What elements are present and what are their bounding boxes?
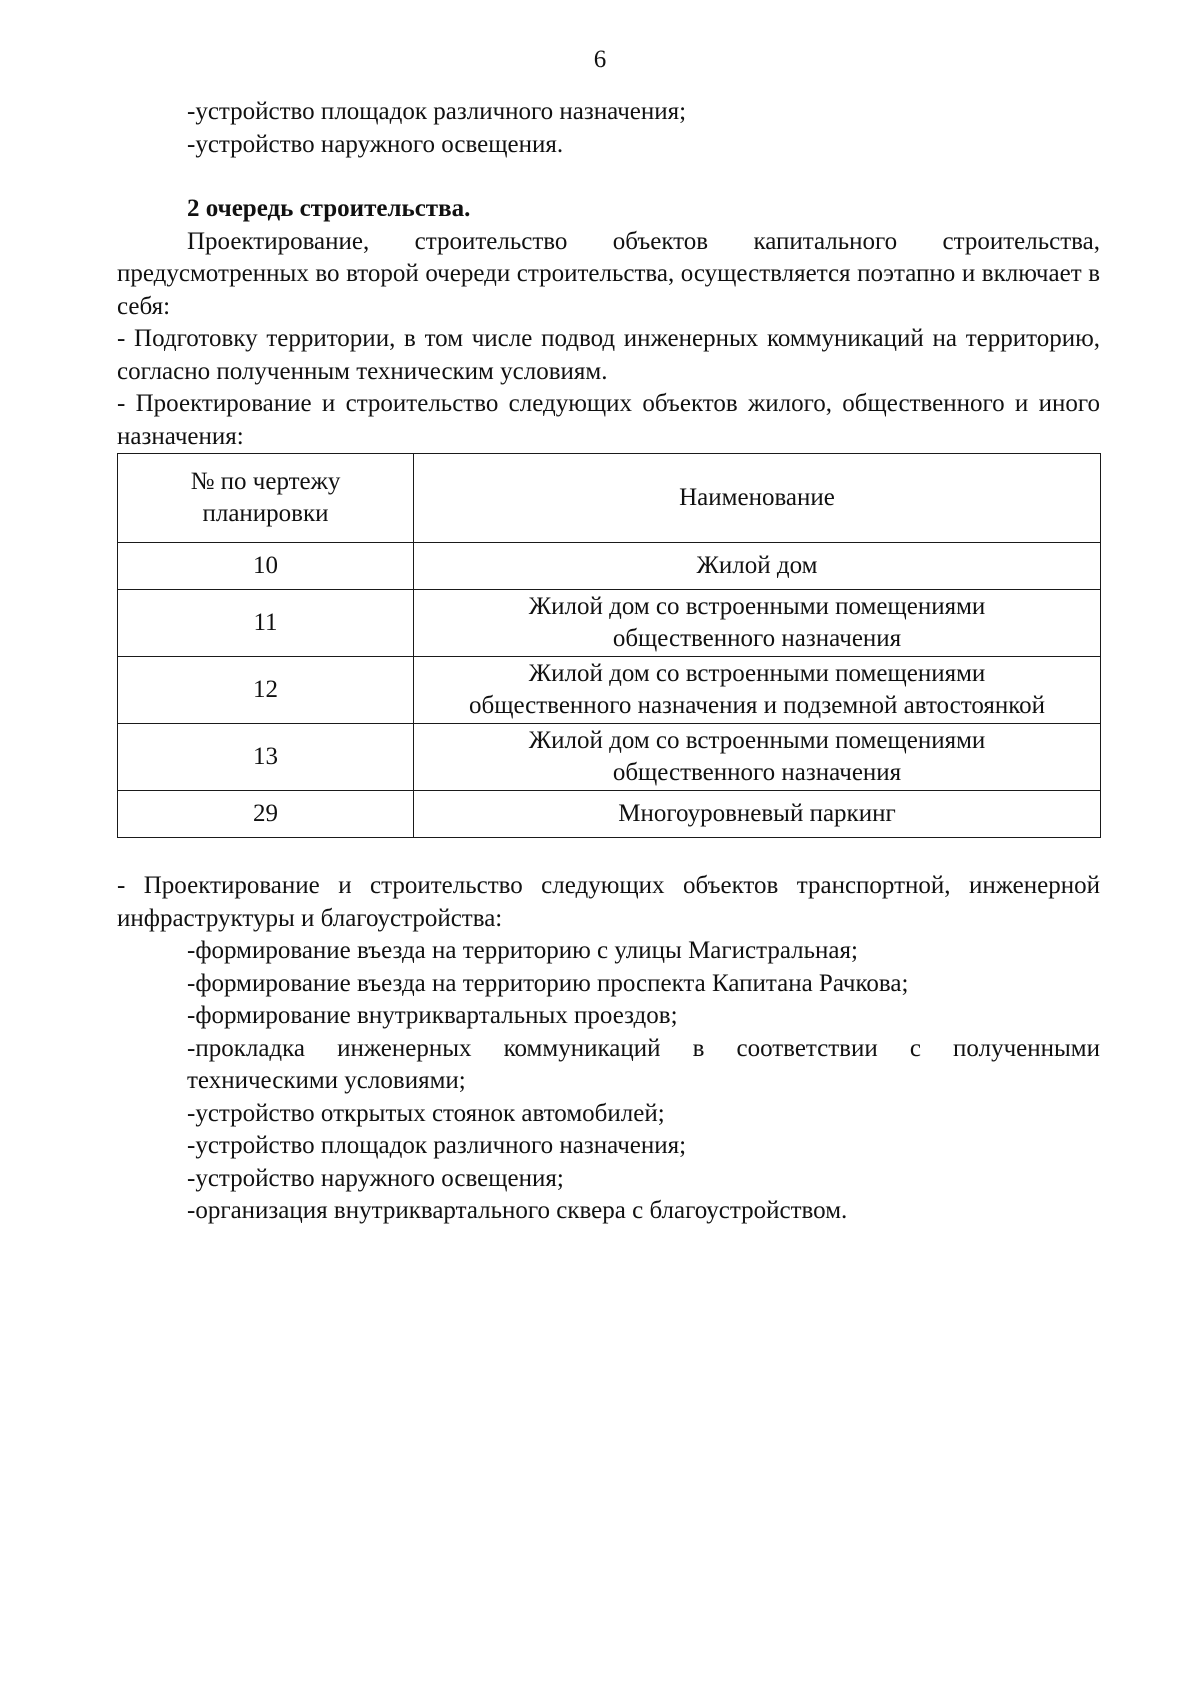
cell-number: 10 — [118, 543, 414, 590]
table-row — [118, 590, 1101, 657]
cell-name — [414, 791, 1101, 838]
cell-name — [414, 543, 1101, 590]
list-item: -устройство площадок различного назначения; — [187, 1132, 687, 1159]
cell-number: 11 — [118, 590, 414, 657]
header-cell-number — [118, 454, 414, 543]
table-header-row — [118, 454, 1101, 543]
list-item: -прокладка инженерных коммуникаций в соответствии с полученными техническими условиями; — [187, 1034, 1100, 1094]
list-item: -устройство площадок различного назначения; — [187, 98, 687, 125]
list-item: -устройство открытых стоянок автомобилей; — [187, 1099, 665, 1127]
cell-name-line: общественного назначения — [612, 759, 902, 786]
cell-name-line: общественного назначения и подземной автостоянкой — [468, 692, 1046, 719]
header-number-line: планировки — [202, 500, 329, 527]
list-item: -формирование внутриквартальных проездов; — [187, 1002, 678, 1029]
cell-number: 12 — [118, 657, 414, 724]
cell-name-line: Жилой дом со встроенными помещениями — [528, 660, 986, 687]
cell-name-line: Жилой дом — [696, 552, 818, 579]
header-cell-name: Наименование — [414, 454, 1101, 543]
list-item: -устройство наружного освещения; — [187, 1164, 564, 1192]
section-heading: 2 очередь строительства. — [187, 195, 471, 222]
cell-name — [414, 657, 1101, 724]
list-item: -формирование въезда на территорию проспекта Капитана Рачкова; — [187, 969, 909, 997]
objects-table — [117, 453, 1101, 838]
paragraph-preparation: - Подготовку территории, в том числе подвод инженерных коммуникаций на территорию, согласно полученным техническим условиям. — [117, 325, 1100, 385]
cell-name-line: Жилой дом со встроенными помещениями — [528, 727, 986, 754]
table-row — [118, 791, 1101, 838]
page-number: 6 — [593, 46, 607, 73]
spacer — [117, 838, 1100, 870]
cell-name-line: Многоуровневый паркинг — [618, 800, 896, 827]
list-item: -устройство наружного освещения. — [187, 130, 564, 158]
cell-name-line: Жилой дом со встроенными помещениями — [528, 593, 986, 620]
list-item: -организация внутриквартального сквера с благоустройством. — [187, 1197, 848, 1224]
table-row — [118, 657, 1101, 724]
paragraph-objects-intro: - Проектирование и строительство следующих объектов жилого, общественного и иного назначения: — [117, 390, 1100, 450]
cell-name-line: общественного назначения — [612, 625, 902, 652]
cell-name — [414, 724, 1101, 791]
table-row — [118, 724, 1101, 791]
paragraph-intro: Проектирование, строительство объектов капитального строительства, предусмотренных во второй очереди строительства, осуществляется поэтапно и включает в себя: — [117, 227, 1100, 320]
table-row — [118, 543, 1101, 590]
page-content — [117, 96, 1100, 1228]
list-item: -формирование въезда на территорию с улицы Магистральная; — [187, 937, 858, 964]
cell-number: 29 — [118, 791, 414, 838]
paragraph-infrastructure: - Проектирование и строительство следующих объектов транспортной, инженерной инфраструктуры и благоустройства: — [117, 872, 1100, 932]
spacer — [117, 161, 1100, 193]
cell-name — [414, 590, 1101, 657]
cell-number: 13 — [118, 724, 414, 791]
header-number-line: № по чертежу — [190, 468, 341, 495]
